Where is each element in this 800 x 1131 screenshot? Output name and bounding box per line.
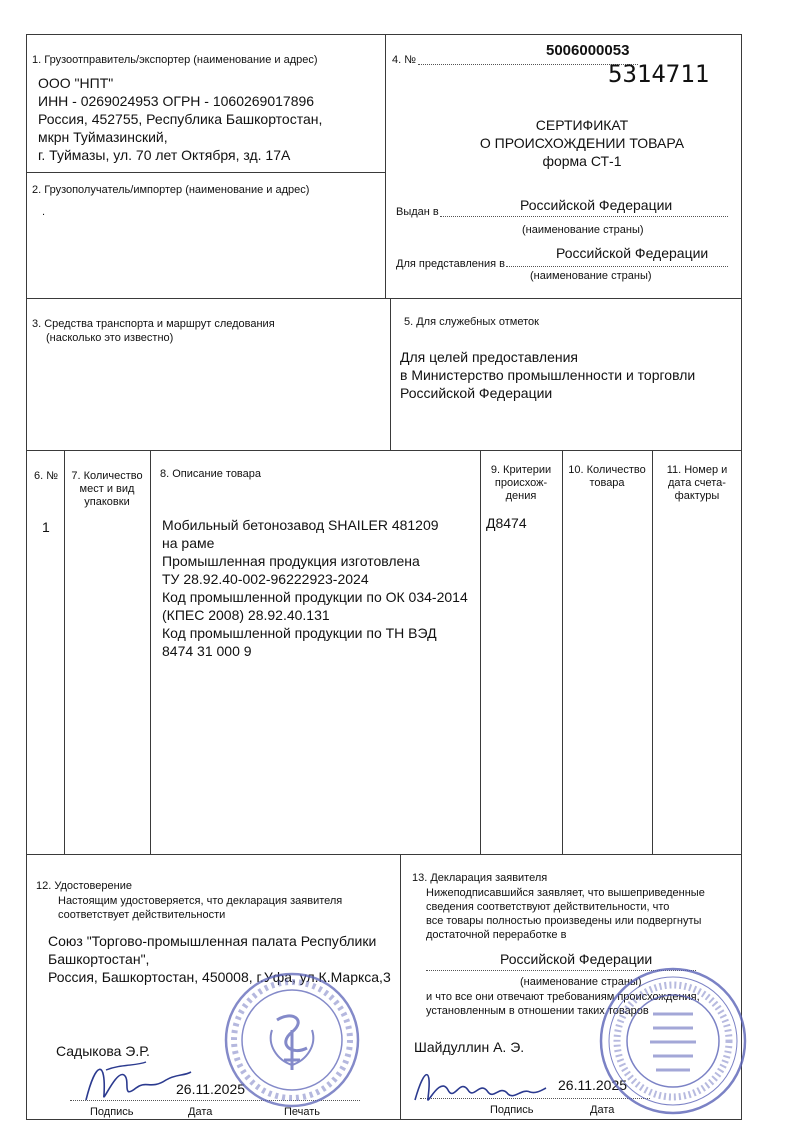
frame-right bbox=[741, 34, 742, 1120]
divider-v-top bbox=[385, 34, 386, 298]
divider-v-bottom bbox=[400, 854, 401, 1120]
box3-subtitle: (насколько это известно) bbox=[46, 332, 174, 344]
box1-title: 1. Грузоотправитель/экспортер (наименование и адрес) bbox=[32, 54, 318, 66]
certificate-number-top: 5006000053 bbox=[546, 42, 630, 59]
certificate-title bbox=[470, 116, 694, 170]
col7-line: мест и вид bbox=[79, 483, 135, 495]
declaration-line: установленным в отношении таких товаров bbox=[426, 1005, 649, 1017]
issued-dots bbox=[440, 216, 728, 217]
declaration-line: достаточной переработке в bbox=[426, 929, 567, 941]
address-line: Россия, 452755, Республика Башкортостан, bbox=[38, 111, 323, 127]
company-seal bbox=[598, 966, 748, 1116]
col11-line: фактуры bbox=[674, 490, 720, 502]
chamber-line: Россия, Башкортостан, 450008, г.Уфа, ул.К.Маркса,3 bbox=[48, 969, 391, 985]
col-line-6 bbox=[64, 450, 65, 854]
col7-line: 7. Количество bbox=[71, 470, 143, 482]
consignee-value: . bbox=[42, 206, 46, 218]
divider-h-box2 bbox=[26, 298, 742, 299]
goods-description bbox=[162, 516, 468, 660]
title-line: форма СТ-1 bbox=[542, 153, 622, 169]
sig-label-date: Дата bbox=[188, 1106, 213, 1118]
declaration-country-hint: (наименование страны) bbox=[520, 976, 642, 988]
description-line: 8474 31 000 9 bbox=[162, 643, 252, 659]
note-line: в Министерство промышленности и торговли bbox=[400, 367, 696, 383]
col7-line: упаковки bbox=[84, 496, 130, 508]
box2-title: 2. Грузополучатель/импортер (наименование и адрес) bbox=[32, 184, 310, 196]
origin-criteria: Д8474 bbox=[486, 515, 527, 531]
declarant-date: 26.11.2025 bbox=[558, 1077, 628, 1093]
issued-country-hint: (наименование страны) bbox=[522, 224, 644, 236]
declarant-signer: Шайдуллин А. Э. bbox=[414, 1039, 525, 1055]
col9-header bbox=[482, 464, 560, 503]
description-line: ТУ 28.92.40-002-96222923-2024 bbox=[162, 571, 369, 587]
declarant-sig-label: Подпись bbox=[490, 1104, 534, 1116]
col7-header bbox=[66, 470, 148, 509]
attest-line: соответствует действительности bbox=[58, 909, 226, 921]
divider-h-bottom bbox=[26, 854, 742, 855]
col11-line: дата счета- bbox=[668, 477, 726, 489]
col-line-10 bbox=[652, 450, 653, 854]
sig-label-signature: Подпись bbox=[90, 1106, 134, 1118]
box5-title: 5. Для служебных отметок bbox=[404, 316, 539, 328]
declaration-line: Нижеподписавшийся заявляет, что вышеприведенные bbox=[426, 887, 705, 899]
box13-title: 13. Декларация заявителя bbox=[412, 872, 548, 884]
declarant-date-label: Дата bbox=[590, 1104, 615, 1116]
number-dots bbox=[418, 64, 638, 65]
col-line-7 bbox=[150, 450, 151, 854]
chamber-seal bbox=[222, 970, 362, 1110]
address-line: ООО "НПТ" bbox=[38, 75, 114, 91]
presented-dots bbox=[506, 266, 728, 267]
divider-h-goods bbox=[26, 450, 742, 451]
declarant-signature bbox=[410, 1060, 550, 1110]
declaration-line: и что все они отвечают требованиям происхождения, bbox=[426, 991, 700, 1003]
presented-label: Для представления в bbox=[396, 258, 505, 270]
description-line: на раме bbox=[162, 535, 215, 551]
col11-header bbox=[654, 464, 740, 503]
row-number: 1 bbox=[42, 519, 50, 535]
col10-line: товара bbox=[589, 477, 625, 489]
title-line: СЕРТИФИКАТ bbox=[535, 117, 629, 133]
chamber-date: 26.11.2025 bbox=[176, 1081, 246, 1097]
certificate-number: 5314711 bbox=[608, 60, 710, 88]
col9-line: происхож- bbox=[494, 477, 548, 489]
note-line: Российской Федерации bbox=[400, 385, 553, 401]
chamber-line: Башкортостан", bbox=[48, 951, 150, 967]
col9-line: дения bbox=[505, 490, 537, 502]
sig-label-seal: Печать bbox=[284, 1106, 321, 1118]
description-line: Код промышленной продукции по ОК 034-2014 bbox=[162, 589, 468, 605]
description-line: (КПЕС 2008) 28.92.40.131 bbox=[162, 607, 330, 623]
address-line: мкрн Туймазинский, bbox=[38, 129, 168, 145]
description-line: Промышленная продукция изготовлена bbox=[162, 553, 420, 569]
col-line-8 bbox=[480, 450, 481, 854]
col-line-9 bbox=[562, 450, 563, 854]
col10-header bbox=[564, 464, 650, 490]
declaration-line: все товары полностью произведены или подвергнуты bbox=[426, 915, 702, 927]
box3-title: 3. Средства транспорта и маршрут следования bbox=[32, 318, 275, 330]
description-line: Код промышленной продукции по ТН ВЭД bbox=[162, 625, 437, 641]
box12-title: 12. Удостоверение bbox=[36, 880, 132, 892]
box4-label: 4. № bbox=[392, 54, 417, 66]
address-line: ИНН - 0269024953 ОГРН - 1060269017896 bbox=[38, 93, 315, 109]
col8-header: 8. Описание товара bbox=[160, 468, 262, 480]
frame-left bbox=[26, 34, 27, 1120]
col6-header: 6. № bbox=[34, 470, 59, 482]
divider-v-box3 bbox=[390, 298, 391, 450]
chamber-signature bbox=[76, 1050, 196, 1110]
divider-h-box1 bbox=[26, 172, 386, 173]
chamber-signer: Садыкова Э.Р. bbox=[56, 1043, 150, 1059]
presented-country-hint: (наименование страны) bbox=[530, 270, 652, 282]
frame-bottom bbox=[26, 1119, 742, 1120]
exporter-address bbox=[38, 74, 322, 164]
presented-country: Российской Федерации bbox=[556, 245, 709, 261]
declaration-line: сведения соответствуют действительности, что bbox=[426, 901, 670, 913]
attest-line: Настоящим удостоверяется, что декларация заявителя bbox=[58, 895, 343, 907]
col9-line: 9. Критерии bbox=[490, 464, 552, 476]
box13-text bbox=[426, 886, 705, 942]
address-line: г. Туймазы, ул. 70 лет Октября, зд. 17А bbox=[38, 147, 291, 163]
box5-notes bbox=[400, 348, 695, 402]
frame-top bbox=[26, 34, 742, 35]
issued-country: Российской Федерации bbox=[520, 197, 673, 213]
description-line: Мобильный бетонозавод SHAILER 481209 bbox=[162, 517, 439, 533]
box12-text bbox=[58, 894, 342, 922]
title-line: О ПРОИСХОЖДЕНИИ ТОВАРА bbox=[479, 135, 685, 151]
note-line: Для целей предоставления bbox=[400, 349, 579, 365]
declaration-country: Российской Федерации bbox=[500, 951, 653, 967]
col10-line: 10. Количество bbox=[568, 464, 646, 476]
col11-line: 11. Номер и bbox=[666, 464, 728, 476]
chamber-line: Союз "Торгово-промышленная палата Республики bbox=[48, 933, 377, 949]
issued-label: Выдан в bbox=[396, 206, 439, 218]
